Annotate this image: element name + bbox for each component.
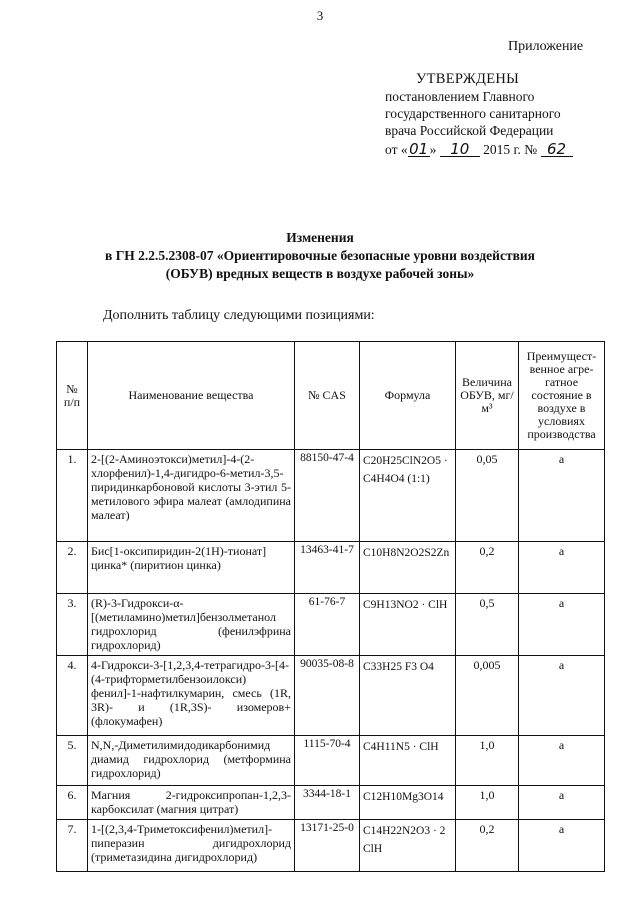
table-row	[57, 786, 605, 820]
row-cas: 1115-70-4	[295, 736, 360, 786]
approved-heading: УТВЕРЖДЕНЫ	[416, 71, 520, 87]
row-formula: C14H22N2O3 · 2 ClH	[360, 820, 456, 872]
row-formula: C20H25ClN2O5 · C4H4O4 (1:1)	[360, 450, 456, 542]
title-line-2: в ГН 2.2.5.2308-07 «Ориентировочные безопасные уровни воздействия	[105, 248, 535, 263]
table-row	[57, 542, 605, 594]
document-number: 62	[541, 142, 573, 157]
document-title	[0, 229, 640, 283]
row-cas: 3344-18-1	[295, 786, 360, 820]
appendix-label: Приложение	[508, 39, 584, 54]
date-prefix: от «	[385, 142, 408, 157]
row-name: (R)-3-Гидрокси-α-[(метиламино)метил]бензолметанол гидрохлорид (фенилэфрина гидрохлорид)	[88, 594, 295, 656]
row-num: 6.	[57, 786, 88, 820]
row-num: 2.	[57, 542, 88, 594]
date-day: 01	[409, 140, 429, 158]
row-value: 0,005	[456, 656, 519, 736]
row-cas: 90035-08-8	[295, 656, 360, 736]
header-value: Величина ОБУВ, мг/м³	[456, 342, 519, 450]
row-name: 2-[(2-Аминоэтокси)метил]-4-(2-хлорфенил)-1,4-дигидро-6-метил-3,5-пиридинкарбоновой кислоты 3-этил 5-метилового эфира малеат (амлодипина малеат)	[88, 450, 295, 542]
page-number: 3	[316, 8, 324, 23]
row-formula: C10H8N2O2S2Zn	[360, 542, 456, 594]
row-state: а	[519, 736, 605, 786]
row-state: а	[519, 542, 605, 594]
header-name: Наименование вещества	[88, 342, 295, 450]
row-name: 1-[(2,3,4-Триметоксифенил)метил]-пиперазин дигидрохлорид (триметазидина дигидрохлорид)	[88, 820, 295, 872]
approval-line: врача Российской Федерации	[385, 123, 554, 138]
table-row	[57, 450, 605, 542]
row-value: 1,0	[456, 786, 519, 820]
approval-line: постановлением Главного	[385, 89, 535, 104]
title-line-3: (ОБУВ) вредных веществ в воздухе рабочей зоны»	[165, 266, 475, 281]
header-formula: Формула	[360, 342, 456, 450]
row-num: 1.	[57, 450, 88, 542]
row-state: а	[519, 656, 605, 736]
date-mid: »	[429, 142, 437, 157]
row-state: а	[519, 594, 605, 656]
row-cas: 13171-25-0	[295, 820, 360, 872]
date-year: 2015 г. №	[483, 142, 538, 157]
row-name: Магния 2-гидроксипропан-1,2,3-карбоксилат (магния цитрат)	[88, 786, 295, 820]
row-cas: 88150-47-4	[295, 450, 360, 542]
row-state: а	[519, 786, 605, 820]
row-formula: C4H11N5 · ClH	[360, 736, 456, 786]
row-name: Бис[1-оксипиридин-2(1Н)-тионат] цинка* (пиритион цинка)	[88, 542, 295, 594]
header-cas: № CAS	[295, 342, 360, 450]
row-value: 0,5	[456, 594, 519, 656]
header-state: Преимущест-венное агре-гатное состояние в воздухе в условиях производства	[519, 342, 605, 450]
table-row	[57, 656, 605, 736]
row-num: 7.	[57, 820, 88, 872]
row-name: 4-Гидрокси-3-[1,2,3,4-тетрагидро-3-[4-(4-трифторметилбензоилокси) фенил]-1-нафтилкумарин, смесь (1R, 3R)- и (1R,3S)- изомеров+ (флокумафен)	[88, 656, 295, 736]
row-value: 1,0	[456, 736, 519, 786]
header-num: № п/п	[57, 342, 88, 450]
row-num: 4.	[57, 656, 88, 736]
row-cas: 13463-41-7	[295, 542, 360, 594]
row-formula: C9H13NO2 · ClH	[360, 594, 456, 656]
row-num: 3.	[57, 594, 88, 656]
table-row	[57, 736, 605, 786]
row-name: N,N,-Диметилимидодикарбонимид диамид гидрохлорид (метформина гидрохлорид)	[88, 736, 295, 786]
table-row	[57, 594, 605, 656]
title-line-1: Изменения	[286, 230, 354, 245]
row-value: 0,2	[456, 820, 519, 872]
approval-date-line	[385, 141, 573, 158]
row-cas: 61-76-7	[295, 594, 360, 656]
row-value: 0,2	[456, 542, 519, 594]
intro-text: Дополнить таблицу следующими позициями:	[103, 308, 375, 323]
table-header-row	[57, 342, 605, 450]
row-value: 0,05	[456, 450, 519, 542]
date-month: 10	[440, 142, 480, 157]
row-state: а	[519, 450, 605, 542]
approval-block	[385, 88, 573, 158]
approval-line: государственного санитарного	[385, 106, 561, 121]
row-state: а	[519, 820, 605, 872]
row-formula: C12H10Mg3O14	[360, 786, 456, 820]
row-num: 5.	[57, 736, 88, 786]
row-formula: C33H25 F3 O4	[360, 656, 456, 736]
table-row	[57, 820, 605, 872]
substances-table	[56, 341, 605, 872]
